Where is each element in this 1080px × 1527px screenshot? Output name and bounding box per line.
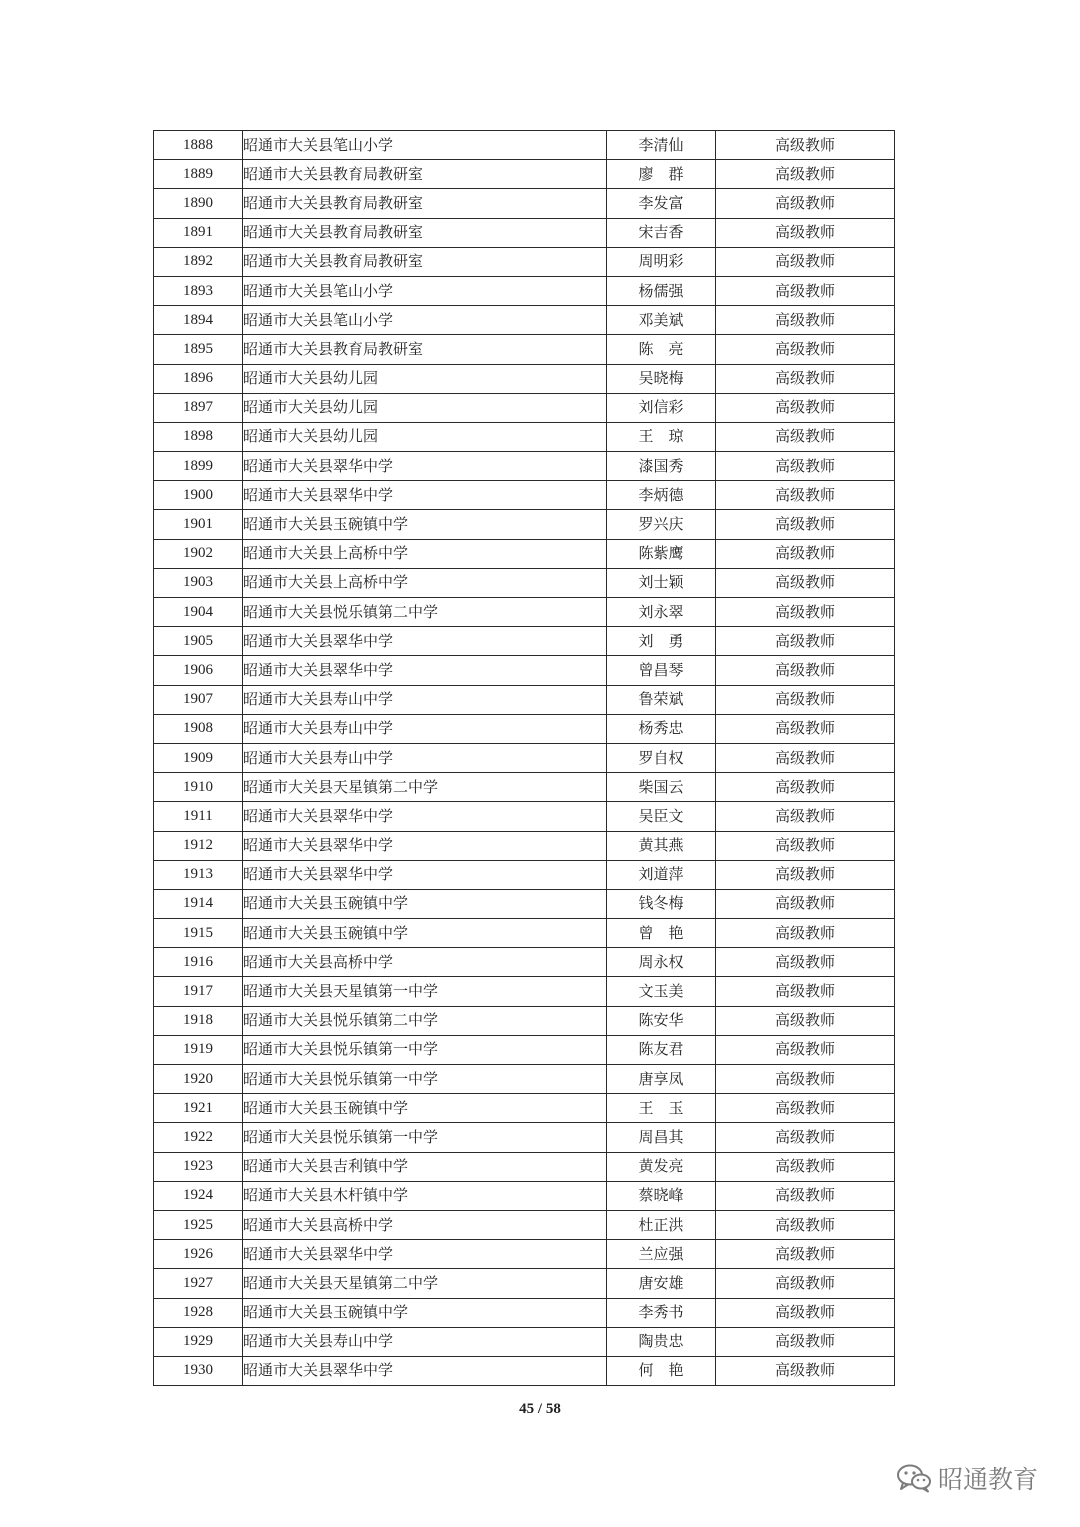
title-rank: 高级教师	[716, 422, 895, 451]
table-row	[154, 860, 895, 889]
unit-name: 昭通市大关县悦乐镇第一中学	[243, 1035, 607, 1064]
title-rank: 高级教师	[716, 364, 895, 393]
row-number: 1909	[154, 743, 243, 772]
person-name: 李清仙	[607, 131, 716, 160]
table-row	[154, 714, 895, 743]
unit-name: 昭通市大关县笔山小学	[243, 131, 607, 160]
person-name: 陶贵忠	[607, 1327, 716, 1356]
title-rank: 高级教师	[716, 510, 895, 539]
person-name: 刘士颖	[607, 568, 716, 597]
table-row	[154, 335, 895, 364]
row-number: 1897	[154, 393, 243, 422]
row-number: 1922	[154, 1123, 243, 1152]
row-number: 1930	[154, 1356, 243, 1385]
unit-name: 昭通市大关县幼儿园	[243, 393, 607, 422]
table-row	[154, 276, 895, 305]
table-row	[154, 422, 895, 451]
unit-name: 昭通市大关县高桥中学	[243, 948, 607, 977]
row-number: 1906	[154, 656, 243, 685]
unit-name: 昭通市大关县天星镇第一中学	[243, 977, 607, 1006]
title-rank: 高级教师	[716, 1356, 895, 1385]
table-row	[154, 831, 895, 860]
table-row	[154, 685, 895, 714]
table-row	[154, 1006, 895, 1035]
person-name: 黄发亮	[607, 1152, 716, 1181]
title-rank: 高级教师	[716, 1065, 895, 1094]
roster-body	[154, 131, 895, 1386]
unit-name: 昭通市大关县幼儿园	[243, 422, 607, 451]
row-number: 1910	[154, 773, 243, 802]
person-name: 罗兴庆	[607, 510, 716, 539]
row-number: 1892	[154, 247, 243, 276]
table-row	[154, 160, 895, 189]
unit-name: 昭通市大关县寿山中学	[243, 714, 607, 743]
row-number: 1917	[154, 977, 243, 1006]
unit-name: 昭通市大关县翠华中学	[243, 802, 607, 831]
unit-name: 昭通市大关县翠华中学	[243, 656, 607, 685]
unit-name: 昭通市大关县笔山小学	[243, 306, 607, 335]
unit-name: 昭通市大关县悦乐镇第二中学	[243, 1006, 607, 1035]
row-number: 1920	[154, 1065, 243, 1094]
unit-name: 昭通市大关县玉碗镇中学	[243, 510, 607, 539]
row-number: 1913	[154, 860, 243, 889]
page-number: 45 / 58	[519, 1401, 561, 1417]
person-name: 唐享凤	[607, 1065, 716, 1094]
title-rank: 高级教师	[716, 627, 895, 656]
person-name: 周昌其	[607, 1123, 716, 1152]
table-row	[154, 889, 895, 918]
title-rank: 高级教师	[716, 656, 895, 685]
table-row	[154, 948, 895, 977]
title-rank: 高级教师	[716, 1123, 895, 1152]
unit-name: 昭通市大关县玉碗镇中学	[243, 1094, 607, 1123]
person-name: 王 玉	[607, 1094, 716, 1123]
table-row	[154, 598, 895, 627]
row-number: 1890	[154, 189, 243, 218]
unit-name: 昭通市大关县寿山中学	[243, 743, 607, 772]
unit-name: 昭通市大关县上高桥中学	[243, 539, 607, 568]
unit-name: 昭通市大关县天星镇第二中学	[243, 1269, 607, 1298]
unit-name: 昭通市大关县玉碗镇中学	[243, 889, 607, 918]
title-rank: 高级教师	[716, 598, 895, 627]
table-row	[154, 1065, 895, 1094]
unit-name: 昭通市大关县教育局教研室	[243, 247, 607, 276]
person-name: 曾昌琴	[607, 656, 716, 685]
row-number: 1925	[154, 1210, 243, 1239]
unit-name: 昭通市大关县翠华中学	[243, 481, 607, 510]
unit-name: 昭通市大关县寿山中学	[243, 1327, 607, 1356]
unit-name: 昭通市大关县笔山小学	[243, 276, 607, 305]
title-rank: 高级教师	[716, 481, 895, 510]
row-number: 1895	[154, 335, 243, 364]
row-number: 1924	[154, 1181, 243, 1210]
person-name: 李发富	[607, 189, 716, 218]
row-number: 1919	[154, 1035, 243, 1064]
title-rank: 高级教师	[716, 831, 895, 860]
person-name: 陈紫鹰	[607, 539, 716, 568]
row-number: 1891	[154, 218, 243, 247]
row-number: 1907	[154, 685, 243, 714]
person-name: 廖 群	[607, 160, 716, 189]
row-number: 1921	[154, 1094, 243, 1123]
table-row	[154, 510, 895, 539]
title-rank: 高级教师	[716, 714, 895, 743]
person-name: 杨儒强	[607, 276, 716, 305]
title-rank: 高级教师	[716, 919, 895, 948]
title-rank: 高级教师	[716, 1152, 895, 1181]
person-name: 杜正洪	[607, 1210, 716, 1239]
title-rank: 高级教师	[716, 189, 895, 218]
title-rank: 高级教师	[716, 160, 895, 189]
table-row	[154, 364, 895, 393]
title-rank: 高级教师	[716, 685, 895, 714]
title-rank: 高级教师	[716, 276, 895, 305]
title-rank: 高级教师	[716, 889, 895, 918]
table-row	[154, 656, 895, 685]
unit-name: 昭通市大关县教育局教研室	[243, 189, 607, 218]
person-name: 刘信彩	[607, 393, 716, 422]
title-rank: 高级教师	[716, 568, 895, 597]
title-rank: 高级教师	[716, 1298, 895, 1327]
title-rank: 高级教师	[716, 773, 895, 802]
title-rank: 高级教师	[716, 393, 895, 422]
table-row	[154, 1123, 895, 1152]
title-rank: 高级教师	[716, 1327, 895, 1356]
row-number: 1914	[154, 889, 243, 918]
person-name: 周永权	[607, 948, 716, 977]
row-number: 1896	[154, 364, 243, 393]
unit-name: 昭通市大关县高桥中学	[243, 1210, 607, 1239]
row-number: 1902	[154, 539, 243, 568]
person-name: 鲁荣斌	[607, 685, 716, 714]
row-number: 1898	[154, 422, 243, 451]
table-row	[154, 452, 895, 481]
unit-name: 昭通市大关县天星镇第二中学	[243, 773, 607, 802]
table-row	[154, 1269, 895, 1298]
person-name: 兰应强	[607, 1240, 716, 1269]
person-name: 刘 勇	[607, 627, 716, 656]
table-row	[154, 627, 895, 656]
title-rank: 高级教师	[716, 977, 895, 1006]
table-row	[154, 393, 895, 422]
row-number: 1894	[154, 306, 243, 335]
person-name: 曾 艳	[607, 919, 716, 948]
person-name: 周明彩	[607, 247, 716, 276]
person-name: 陈 亮	[607, 335, 716, 364]
row-number: 1916	[154, 948, 243, 977]
table-row	[154, 919, 895, 948]
unit-name: 昭通市大关县玉碗镇中学	[243, 919, 607, 948]
title-rank: 高级教师	[716, 802, 895, 831]
title-rank: 高级教师	[716, 1181, 895, 1210]
roster-table	[153, 130, 895, 1386]
row-number: 1929	[154, 1327, 243, 1356]
person-name: 吴晓梅	[607, 364, 716, 393]
title-rank: 高级教师	[716, 1035, 895, 1064]
row-number: 1905	[154, 627, 243, 656]
title-rank: 高级教师	[716, 1094, 895, 1123]
title-rank: 高级教师	[716, 131, 895, 160]
row-number: 1908	[154, 714, 243, 743]
table-row	[154, 1240, 895, 1269]
table-row	[154, 1327, 895, 1356]
unit-name: 昭通市大关县翠华中学	[243, 1240, 607, 1269]
person-name: 王 琼	[607, 422, 716, 451]
row-number: 1904	[154, 598, 243, 627]
person-name: 黄其燕	[607, 831, 716, 860]
row-number: 1928	[154, 1298, 243, 1327]
title-rank: 高级教师	[716, 1269, 895, 1298]
row-number: 1889	[154, 160, 243, 189]
row-number: 1918	[154, 1006, 243, 1035]
person-name: 罗自权	[607, 743, 716, 772]
row-number: 1903	[154, 568, 243, 597]
person-name: 吴臣文	[607, 802, 716, 831]
table-row	[154, 1181, 895, 1210]
table-row	[154, 539, 895, 568]
table-row	[154, 1035, 895, 1064]
unit-name: 昭通市大关县上高桥中学	[243, 568, 607, 597]
title-rank: 高级教师	[716, 247, 895, 276]
table-row	[154, 218, 895, 247]
title-rank: 高级教师	[716, 1006, 895, 1035]
title-rank: 高级教师	[716, 335, 895, 364]
row-number: 1923	[154, 1152, 243, 1181]
person-name: 钱冬梅	[607, 889, 716, 918]
title-rank: 高级教师	[716, 743, 895, 772]
title-rank: 高级教师	[716, 218, 895, 247]
row-number: 1926	[154, 1240, 243, 1269]
table-row	[154, 247, 895, 276]
title-rank: 高级教师	[716, 306, 895, 335]
person-name: 何 艳	[607, 1356, 716, 1385]
person-name: 杨秀忠	[607, 714, 716, 743]
unit-name: 昭通市大关县寿山中学	[243, 685, 607, 714]
table-row	[154, 306, 895, 335]
row-number: 1900	[154, 481, 243, 510]
row-number: 1915	[154, 919, 243, 948]
title-rank: 高级教师	[716, 452, 895, 481]
watermark	[896, 1460, 1038, 1496]
person-name: 刘永翠	[607, 598, 716, 627]
unit-name: 昭通市大关县翠华中学	[243, 860, 607, 889]
table-row	[154, 1210, 895, 1239]
person-name: 邓美斌	[607, 306, 716, 335]
title-rank: 高级教师	[716, 539, 895, 568]
person-name: 刘道萍	[607, 860, 716, 889]
person-name: 陈友君	[607, 1035, 716, 1064]
wechat-icon	[896, 1463, 932, 1493]
unit-name: 昭通市大关县翠华中学	[243, 1356, 607, 1385]
table-row	[154, 773, 895, 802]
person-name: 文玉美	[607, 977, 716, 1006]
person-name: 柴国云	[607, 773, 716, 802]
unit-name: 昭通市大关县翠华中学	[243, 831, 607, 860]
unit-name: 昭通市大关县悦乐镇第一中学	[243, 1123, 607, 1152]
unit-name: 昭通市大关县教育局教研室	[243, 218, 607, 247]
table-row	[154, 1356, 895, 1385]
table-row	[154, 743, 895, 772]
row-number: 1901	[154, 510, 243, 539]
unit-name: 昭通市大关县木杆镇中学	[243, 1181, 607, 1210]
table-row	[154, 1094, 895, 1123]
table-row	[154, 1298, 895, 1327]
unit-name: 昭通市大关县吉利镇中学	[243, 1152, 607, 1181]
unit-name: 昭通市大关县教育局教研室	[243, 335, 607, 364]
title-rank: 高级教师	[716, 1240, 895, 1269]
person-name: 蔡晓峰	[607, 1181, 716, 1210]
unit-name: 昭通市大关县悦乐镇第一中学	[243, 1065, 607, 1094]
table-row	[154, 1152, 895, 1181]
unit-name: 昭通市大关县玉碗镇中学	[243, 1298, 607, 1327]
person-name: 李炳德	[607, 481, 716, 510]
watermark-text: 昭通教育	[938, 1465, 1039, 1494]
unit-name: 昭通市大关县翠华中学	[243, 452, 607, 481]
row-number: 1899	[154, 452, 243, 481]
row-number: 1912	[154, 831, 243, 860]
table-row	[154, 131, 895, 160]
person-name: 宋吉香	[607, 218, 716, 247]
title-rank: 高级教师	[716, 1210, 895, 1239]
unit-name: 昭通市大关县翠华中学	[243, 627, 607, 656]
row-number: 1927	[154, 1269, 243, 1298]
person-name: 陈安华	[607, 1006, 716, 1035]
table-row	[154, 481, 895, 510]
table-row	[154, 189, 895, 218]
row-number: 1893	[154, 276, 243, 305]
unit-name: 昭通市大关县幼儿园	[243, 364, 607, 393]
title-rank: 高级教师	[716, 860, 895, 889]
row-number: 1911	[154, 802, 243, 831]
row-number: 1888	[154, 131, 243, 160]
table-row	[154, 568, 895, 597]
unit-name: 昭通市大关县悦乐镇第二中学	[243, 598, 607, 627]
person-name: 唐安雄	[607, 1269, 716, 1298]
title-rank: 高级教师	[716, 948, 895, 977]
unit-name: 昭通市大关县教育局教研室	[243, 160, 607, 189]
table-row	[154, 802, 895, 831]
table-row	[154, 977, 895, 1006]
person-name: 李秀书	[607, 1298, 716, 1327]
person-name: 漆国秀	[607, 452, 716, 481]
